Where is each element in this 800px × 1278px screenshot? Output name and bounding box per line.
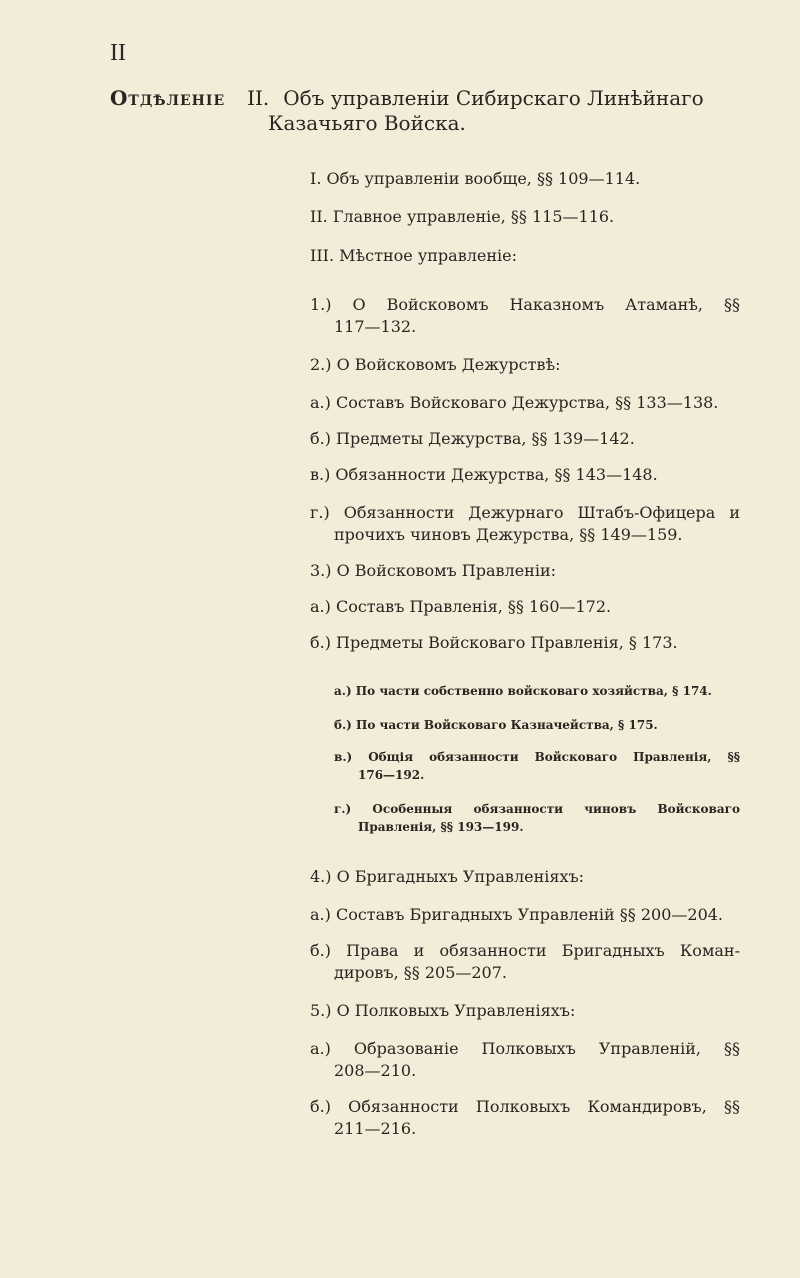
toc-entry	[334, 748, 740, 784]
section-title-line2: Казачьяго Войска.	[268, 111, 466, 135]
toc-entry-line: г.) Особенныя обязанности чиновъ Войсковаго	[334, 802, 740, 816]
toc-entry: 3.) О Войсковомъ Правленіи:	[310, 561, 557, 580]
toc-entry: а.) Составъ Правленія, §§ 160—172.	[310, 597, 612, 616]
toc-entry	[310, 502, 740, 546]
toc-entry: а.) Составъ Бригадныхъ Управленій §§ 200—204.	[310, 905, 724, 924]
toc-entry-line: б.) Обязанности Полковыхъ Командировъ, §§	[310, 1097, 740, 1116]
section-heading	[110, 86, 750, 136]
toc-entry-line: в.) Общія обязанности Войсковаго Правленія, §§	[334, 750, 740, 764]
toc-entry-line: дировъ, §§ 205—207.	[334, 963, 507, 982]
toc-entry-line: Правленія, §§ 193—199.	[358, 820, 524, 834]
toc-entry: б.) Предметы Войсковаго Правленія, § 173.	[310, 633, 678, 652]
toc-entry: I. Объ управленіи вообще, §§ 109—114.	[310, 169, 641, 188]
toc-entry: 2.) О Войсковомъ Дежурствѣ:	[310, 355, 561, 374]
toc-entry-line: г.) Обязанности Дежурнаго Штабъ-Офицера и	[310, 503, 740, 522]
toc-entry-line: 117—132.	[334, 317, 417, 336]
toc-entry: II. Главное управленіе, §§ 115—116.	[310, 207, 615, 226]
toc-entry	[310, 1038, 740, 1082]
toc-entry: III. Мѣстное управленіе:	[310, 246, 517, 265]
toc-entry-line: 208—210.	[334, 1061, 417, 1080]
toc-entry-line: 211—216.	[334, 1119, 417, 1138]
section-label: Отдѣленіе	[110, 86, 226, 110]
toc-entry	[310, 1096, 740, 1140]
toc-entry: б.) По части Войсковаго Казначейства, § 175.	[334, 718, 658, 732]
page-number: II	[110, 40, 126, 66]
toc-entry: б.) Предметы Дежурства, §§ 139—142.	[310, 429, 635, 448]
section-number: II.	[247, 86, 270, 110]
toc-entry: 5.) О Полковыхъ Управленіяхъ:	[310, 1001, 576, 1020]
toc-entry: 4.) О Бригадныхъ Управленіяхъ:	[310, 867, 585, 886]
toc-entry-line: прочихъ чиновъ Дежурства, §§ 149—159.	[334, 525, 683, 544]
toc-entry-line: б.) Права и обязанности Бригадныхъ Коман-	[310, 941, 740, 960]
toc-entry-line: а.) Образованіе Полковыхъ Управленій, §§	[310, 1039, 740, 1058]
section-title-line1: Объ управленіи Сибирскаго Линѣйнаго	[283, 86, 704, 110]
toc-entry	[310, 940, 740, 984]
toc-entry: а.) По части собственно войсковаго хозяйства, § 174.	[334, 684, 712, 698]
toc-entry	[334, 800, 740, 836]
toc-entry: а.) Составъ Войсковаго Дежурства, §§ 133—138.	[310, 393, 719, 412]
toc-entry-line: 176—192.	[358, 768, 425, 782]
toc-entry: в.) Обязанности Дежурства, §§ 143—148.	[310, 465, 658, 484]
toc-entry-line: 1.) О Войсковомъ Наказномъ Атаманѣ, §§	[310, 295, 740, 314]
toc-entry	[310, 294, 740, 338]
